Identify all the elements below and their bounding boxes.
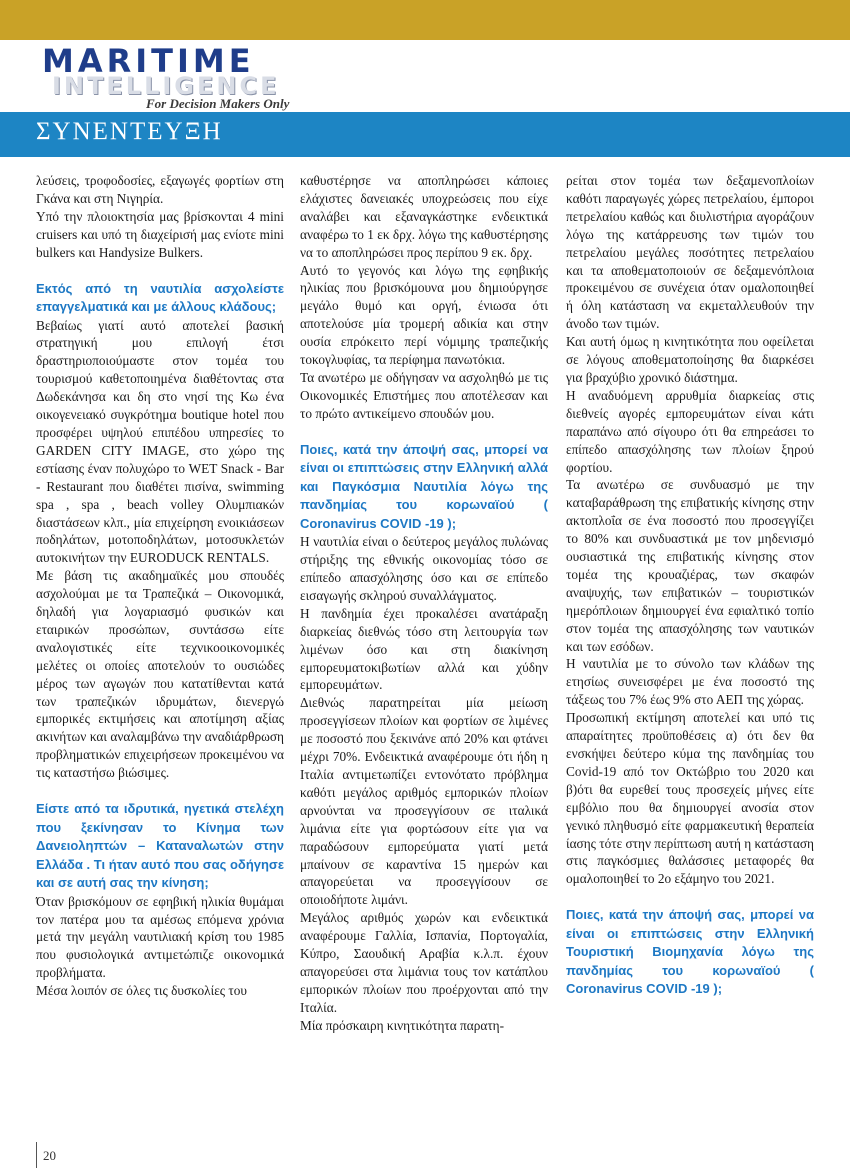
logo-line1: MARITIME — [42, 42, 255, 80]
logo-line2: INTELLIGENCE — [52, 72, 280, 100]
text-column-1 — [36, 172, 284, 1000]
interview-question: Ποιες, κατά την άποψή σας, μπορεί να είναι οι επιπτώσεις στην Ελληνική Τουριστική Βιομηχανία λόγω της πανδημίας του κορωναϊού ( Coronavirus COVID -19 ); — [566, 907, 814, 997]
paragraph: Η ναυτιλία με το σύνολο των κλάδων της ετησίως συνεισφέρει με ένα ποσοστό της τάξεως του 7% έως 9% στο ΑΕΠ της χώρας. — [566, 656, 814, 708]
paragraph: Η αναδυόμενη αρρυθμία διαρκείας στις διεθνείς αγορές εμπορευμάτων είναι κάτι παραπάνω από σίγουρο ότι θα επηρεάσει το επίπεδο απασχόλησης των πλοίων ξηρού φορτίου. — [566, 387, 814, 475]
paragraph: Προσωπική εκτίμηση αποτελεί και υπό τις απαραίτητες προϋποθέσεις α) ότι δεν θα ενσκήψει δεύτερο κύμα της πανδημίας του Covid-19 από τον Οκτώβριο του 2020 και β)ότι θα ευρεθεί τους προσεχείς μήνες είτε εμβόλιο που θα δημιουργεί ανοσία στον γενικό πληθυσμό είτε φαρμακευτική θεραπεία ίασης τότε στην περίπτωση αυτή η κατάσταση στις παγκόσμιες θαλάσσιες μεταφορές θα ομαλοποιηθεί το 2ο εξάμηνο του 2021. — [566, 710, 814, 887]
paragraph: καθυστέρησε να αποπληρώσει κάποιες ελάχιστες δανειακές υποχρεώσεις που είχε αναλάβει και εξαναγκάστηκε ενδεικτικά αναφέρω το 1 εκ δρχ. λόγω της καθυστέρησης να το αποπληρώσει προς περίπου 9 εκ. δρχ. — [300, 173, 548, 260]
paragraph: Τα ανωτέρω σε συνδυασμό με την καταβαράθρωση της επιβατικής κίνησης στην ακτοπλοΐα σε ένα ποσοστό που προσεγγίζει το 80% και συνδυαστικά με τον μηδενισμό ουσιαστικά της επιβατικής κίνησης στον τομέα της κρουαζιέρας, των σκαφών αναψυχής, των επιβατικών – τουριστικών ημερόπλοιων δημιουργεί ένα εφιαλτικό τοπίο στον τομέα της απασχόλησης των ναυτικών και των εσόδων. — [566, 477, 814, 654]
paragraph: Η πανδημία έχει προκαλέσει ανατάραξη διαρκείας διεθνώς τόσο στη λειτουργία των λιμένων όσο και στη διακίνηση εμπορευματοκιβωτίων αλλά και χύδην εμπορευμάτων. — [300, 605, 548, 693]
top-color-bar — [0, 0, 850, 40]
paragraph: Μέσα λοιπόν σε όλες τις δυσκολίες του — [36, 983, 247, 999]
interview-question: Είστε από τα ιδρυτικά, ηγετικά στελέχη που ξεκίνησαν το Κίνημα των Δανειοληπτών – Καταναλωτών στην Ελλάδα . Τι ήταν αυτό που σας οδήγησε και σε αυτή σας την κίνηση; — [36, 801, 284, 891]
paragraph: Η ναυτιλία είναι ο δεύτερος μεγάλος πυλώνας στήριξης της εθνικής οικονομίας τόσο σε επίπεδο απασχόλησης όσο και σε επίπεδο εισαγωγής σκληρού συναλλάγματος. — [300, 534, 548, 603]
paragraph: Μεγάλος αριθμός χωρών και ενδεικτικά αναφέρουμε Γαλλία, Ισπανία, Πορτογαλία, Κύπρο, Σαουδική Αραβία κ.λ.π. έχουν απαγορεύσει στα λιμάνια τους τον κατάπλου εμπορικών πλοίων που προέρχονται από την Ιταλία. — [300, 910, 548, 1015]
paragraph: Με βάση τις ακαδημαϊκές μου σπουδές ασχολούμαι με τα Τραπεζικά – Οικονομικά, δηλαδή για λογαριασμό φυσικών και εταιρικών προσώπων, συντάσσω είτε αναλογιστικές είτε τεχνικοοικονομικές μελέτες οι οποίες αποτελούν το ουσιώδες μέρος των αγωγών που κατατίθενται κατά των τραπεζικών ιδρυμάτων, διενεργώ εμπορικές εκτιμήσεις και αποτίμηση αξίας ακινήτων και αναλαμβάνω την αναδιάρθρωση προβληματικών επιχειρήσεων προκειμένου να τις καταστήσω βιώσιμες. — [36, 568, 284, 781]
section-header-bar — [0, 112, 850, 157]
logo-tagline: For Decision Makers Only — [146, 96, 290, 111]
paragraph: Βεβαίως γιατί αυτό αποτελεί βασική στρατηγική μου επιλογή έτσι δραστηριοποιούμαστε στον τομέα του τουρισμού καθετοποιημένα διαθέτοντας στα Δωδεκάνησα και δη στο νησί της Κω ένα οικογενειακό συγκρότημα boutique hotel που προσφέρει υψηλού επιπέδου υπηρεσίες το GARDEN CITY IMAGE, στο χώρο της εστίασης έναν πολυχώρο το WET Snack - Bar - Restaurant που διαθέτει πισίνα, swimming spa , spa , beach volley Ολυμπιακών διαστάσεων κλπ., μία επιχείρηση ενοικιάσεων ποδηλάτων, μοτοποδηλάτων, μοτοσυκλετών αυτοκινήτων την EURODUCK RENTALS. — [36, 317, 284, 566]
paragraph: Διεθνώς παρατηρείται μία μείωση προσεγγίσεων πλοίων και φορτίων σε λιμένες με ποσοστό που ξεκινάνε από 20% και φτάνει μέχρι 70%. Ενδεικτικά αναφέρουμε ότι ήδη η Ιταλία αντιμετωπίζει εντονότατο πρόβλημα καθότι μεγάλος αριθμός εμπορικών πλοίων αρνούνται να προσεγγίσουν σε ιταλικά λιμάνια είτε για φορτώσουν είτε για να παραδώσουν εμπορεύματα γιατί μετά μπαίνουν σε καραντίνα 15 ημερών και απαγορεύεται να προσεγγίσουν σε οποιοδήποτε λιμάνι. — [300, 695, 548, 908]
paragraph: Υπό την πλοιοκτησία μας βρίσκονται 4 mini cruisers και υπό τη διαχείρισή μας ενίοτε mini bulkers και Handysize Bulkers. — [36, 208, 284, 260]
paragraph: Όταν βρισκόμουν σε εφηβική ηλικία θυμάμαι τον πατέρα μου τα αμέσως επόμενα χρόνια μετά την μεγάλη ναυτιλιακή κρίση του 1985 που φυσιολογικά αντιμετώπιζε οικονομικά προβλήματα. — [36, 893, 284, 981]
paragraph: Μία πρόσκαιρη κινητικότητα παρατη- — [300, 1017, 505, 1033]
paragraph: Και αυτή όμως η κινητικότητα που οφείλεται σε λόγους αποθεματοποίησης θα διαρκέσει για βραχύβιο χρονικό διάστημα. — [566, 334, 814, 385]
text-column-2 — [300, 172, 548, 1035]
interview-question: Ποιες, κατά την άποψή σας, μπορεί να είναι οι επιπτώσεις στην Ελληνική αλλά και Παγκόσμια Ναυτιλία λόγω της πανδημίας του κορωναϊού ( Coronavirus COVID -19 ); — [300, 441, 548, 531]
paragraph: Αυτό το γεγονός και λόγω της εφηβικής ηλικίας που βρισκόμουνα μου δημιούργησε μεγάλο θυμό και οργή, ένιωσα ότι αποτελούσε μία τρομερή αδικία και στην ουσία επρόκειτο περί νόμιμης τραπεζικής τοκογλυφίας, τα περίφημα πανωτόκια. — [300, 262, 548, 368]
footer-divider — [36, 1142, 37, 1168]
paragraph: λεύσεις, τροφοδοσίες, εξαγωγές φορτίων στη Γκάνα και στη Νιγηρία. — [36, 173, 284, 206]
section-title: ΣΥΝΕΝΤΕΥΞΗ — [36, 118, 223, 145]
text-column-3 — [566, 172, 814, 999]
page-number: 20 — [43, 1148, 56, 1163]
paragraph: ρείται στον τομέα των δεξαμενοπλοίων καθότι παραγωγές χώρες πετρελαίου, έμποροι πετρελαίου καθώς και διυλιστήρια αγοράζουν λόγω της κατάρρευσης των τιμών του πετρελαίου μεγάλες ποσότητες πετρελαίου και τα αποθεματοποιούν σε δεξαμενόπλοια προκειμένου σε συνέχεια όταν ομαλοποιηθεί ή όλη κατάσταση να εκμεταλλευθούν την άνοδο των τιμών. — [566, 173, 814, 332]
paragraph: Τα ανωτέρω με οδήγησαν να ασχοληθώ με τις Οικονομικές Επιστήμες που αποτέλεσαν και το πρώτο αντικείμενο σπουδών μου. — [300, 369, 548, 421]
maritime-intelligence-logo — [42, 44, 332, 114]
interview-question: Εκτός από τη ναυτιλία ασχολείστε επαγγελματικά και με άλλους κλάδους; — [36, 280, 284, 315]
